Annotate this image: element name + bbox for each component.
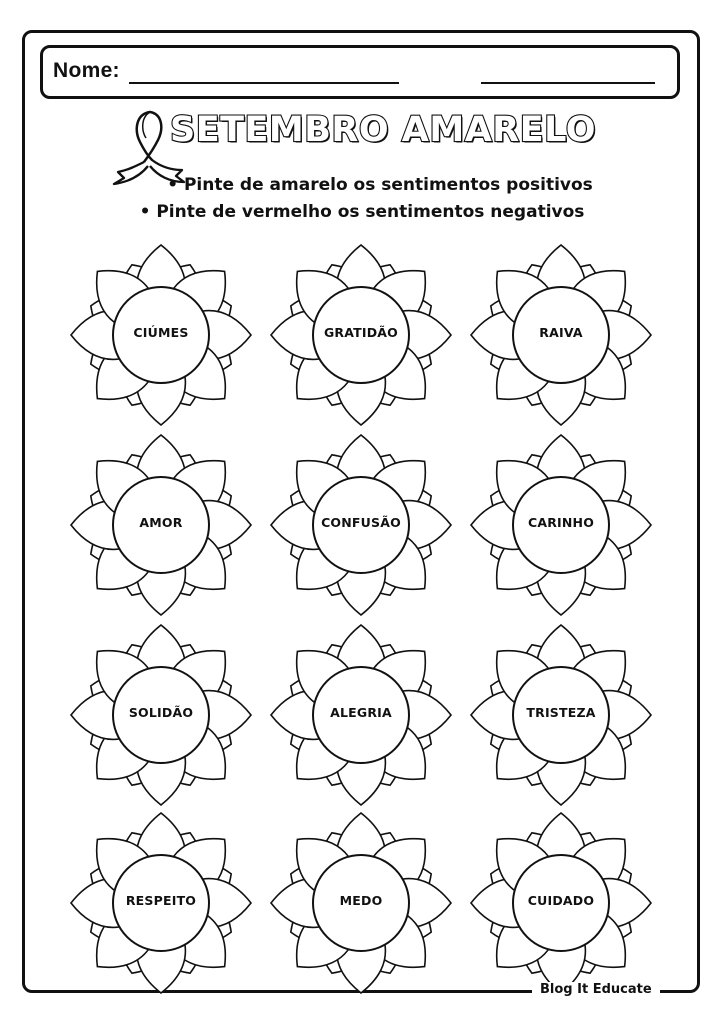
flower-3[interactable]	[466, 240, 656, 430]
flower-label: TRISTEZA	[526, 705, 596, 720]
flower-label: RAIVA	[539, 325, 583, 340]
flower-6[interactable]	[466, 430, 656, 620]
name-label: Nome:	[53, 59, 120, 82]
page-title: SETEMBRO AMARELO	[170, 110, 596, 150]
flower-7[interactable]	[66, 620, 256, 810]
name-box	[40, 45, 680, 99]
flower-label: SOLIDÃO	[128, 705, 194, 720]
footer-credit: Blog It Educate	[532, 982, 660, 997]
secondary-input-line[interactable]	[481, 82, 655, 84]
flower-10[interactable]	[66, 808, 256, 998]
flower-label: MEDO	[339, 893, 383, 908]
flower-label: CARINHO	[527, 515, 595, 530]
flower-label: CONFUSÃO	[321, 515, 401, 530]
flower-label: AMOR	[139, 515, 183, 530]
flower-label: CIÚMES	[133, 325, 189, 340]
flower-label: CUIDADO	[527, 893, 595, 908]
flower-9[interactable]	[466, 620, 656, 810]
instructions	[0, 172, 724, 226]
flower-label: ALEGRIA	[330, 705, 392, 720]
flower-1[interactable]	[66, 240, 256, 430]
flower-11[interactable]	[266, 808, 456, 998]
instruction-positive: • Pinte de amarelo os sentimentos positivos	[167, 175, 593, 195]
flower-12[interactable]	[466, 808, 656, 998]
flower-2[interactable]	[266, 240, 456, 430]
name-input-line[interactable]	[129, 82, 399, 84]
flower-4[interactable]	[66, 430, 256, 620]
flower-8[interactable]	[266, 620, 456, 810]
flower-label: GRATIDÃO	[323, 325, 399, 340]
instruction-negative: • Pinte de vermelho os sentimentos negativos	[139, 202, 585, 222]
flower-label: RESPEITO	[125, 893, 197, 908]
flower-5[interactable]	[266, 430, 456, 620]
